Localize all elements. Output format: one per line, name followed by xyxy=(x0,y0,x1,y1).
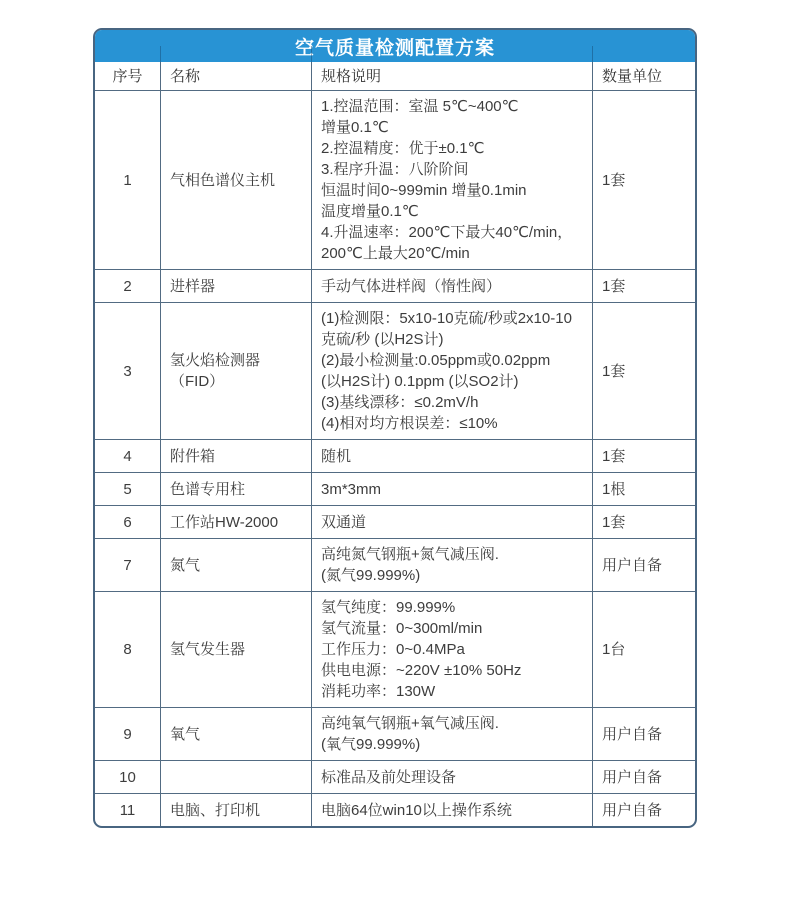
table-title: 空气质量检测配置方案 xyxy=(294,37,495,59)
row-number: 2 xyxy=(123,277,132,295)
row-spec: 高纯氧气钢瓶+氧气减压阀. (氧气99.999%) xyxy=(321,715,499,753)
row-name-cell xyxy=(160,794,311,826)
row-qty-cell xyxy=(592,91,695,269)
row-number: 3 xyxy=(123,362,132,380)
row-number-cell xyxy=(95,708,160,760)
table-row xyxy=(95,90,695,269)
row-number: 1 xyxy=(123,171,132,189)
row-name-cell xyxy=(160,506,311,538)
row-spec-cell xyxy=(311,270,592,302)
row-name-cell xyxy=(160,303,311,439)
row-name: 氢气发生器 xyxy=(170,641,246,658)
row-spec-cell xyxy=(311,761,592,793)
column-header-label: 序号 xyxy=(112,67,143,85)
table-body xyxy=(95,90,695,826)
row-name-cell xyxy=(160,539,311,591)
row-spec-cell xyxy=(311,592,592,707)
row-number-cell xyxy=(95,440,160,472)
table-row xyxy=(95,591,695,707)
row-name: 氧气 xyxy=(170,725,201,743)
row-number-cell xyxy=(95,270,160,302)
row-spec: 3m*3mm xyxy=(321,480,382,498)
row-number-cell xyxy=(95,539,160,591)
row-name-cell xyxy=(160,761,311,793)
row-spec-cell xyxy=(311,708,592,760)
row-number-cell xyxy=(95,303,160,439)
row-qty-cell xyxy=(592,473,695,505)
row-name: 气相色谱仪主机 xyxy=(170,171,276,189)
row-name: 氢火焰检测器（FID） xyxy=(170,352,261,390)
row-qty: 用户自备 xyxy=(602,725,663,743)
row-qty-cell xyxy=(592,303,695,439)
row-number: 7 xyxy=(123,556,132,574)
row-qty-cell xyxy=(592,592,695,707)
row-qty: 1套 xyxy=(602,447,626,465)
row-number: 5 xyxy=(123,480,132,498)
row-qty-cell xyxy=(592,506,695,538)
column-header-name xyxy=(160,62,311,90)
row-number-cell xyxy=(95,592,160,707)
row-qty-cell xyxy=(592,270,695,302)
table-row xyxy=(95,793,695,826)
column-header-label: 数量单位 xyxy=(602,67,663,85)
row-number-cell xyxy=(95,761,160,793)
title-column-divider xyxy=(160,46,161,62)
table-header-row xyxy=(95,62,695,90)
row-spec: 手动气体进样阀（惰性阀） xyxy=(321,277,502,295)
row-spec-cell xyxy=(311,506,592,538)
row-qty-cell xyxy=(592,539,695,591)
row-spec: 1.控温范围：室温 5℃~400℃ 增量0.1℃ 2.控温精度：优于±0.1℃ 3.程序升温：八阶阶间 恒温时间0~999min 增量0.1min 温度增量0.1℃ 4.升温速率：200℃下最大40℃/min， 200℃上最大20℃/min xyxy=(321,98,573,262)
column-header-spec xyxy=(311,62,592,90)
table-row xyxy=(95,505,695,538)
row-spec: 电脑64位win10以上操作系统 xyxy=(321,801,512,819)
column-header-label: 规格说明 xyxy=(321,67,382,85)
row-spec-cell xyxy=(311,794,592,826)
row-name-cell xyxy=(160,270,311,302)
row-qty: 用户自备 xyxy=(602,556,663,574)
title-column-divider xyxy=(311,46,312,62)
row-spec-cell xyxy=(311,473,592,505)
row-number-cell xyxy=(95,91,160,269)
row-qty: 1套 xyxy=(602,277,626,295)
row-name-cell xyxy=(160,708,311,760)
table-row xyxy=(95,707,695,760)
row-spec-cell xyxy=(311,539,592,591)
row-name-cell xyxy=(160,91,311,269)
row-qty-cell xyxy=(592,440,695,472)
table-row xyxy=(95,472,695,505)
row-qty-cell xyxy=(592,708,695,760)
row-name: 色谱专用柱 xyxy=(170,480,246,498)
row-spec: 双通道 xyxy=(321,513,367,531)
row-number: 11 xyxy=(119,801,136,819)
row-spec: 标准品及前处理设备 xyxy=(321,768,457,786)
row-qty: 用户自备 xyxy=(602,768,663,786)
row-name: 附件箱 xyxy=(170,447,216,465)
row-qty: 1套 xyxy=(602,171,626,189)
row-qty: 1台 xyxy=(602,641,626,658)
row-qty: 1根 xyxy=(602,480,626,498)
row-qty-cell xyxy=(592,794,695,826)
column-header-qty xyxy=(592,62,695,90)
row-name-cell xyxy=(160,473,311,505)
row-number: 6 xyxy=(123,513,132,531)
row-number: 8 xyxy=(123,641,132,658)
row-spec: 随机 xyxy=(321,447,352,465)
row-name: 工作站HW-2000 xyxy=(170,513,279,531)
row-number: 4 xyxy=(123,447,132,465)
row-number-cell xyxy=(95,794,160,826)
table-row xyxy=(95,760,695,793)
row-qty: 1套 xyxy=(602,513,626,531)
table-row xyxy=(95,538,695,591)
row-spec: (1)检测限：5x10-10克硫/秒或2x10-10 克硫/秒 (以H2S计) (2)最小检测量:0.05ppm或0.02ppm (以H2S计) 0.1ppm (以SO2计) (3)基线漂移：≤0.2mV/h (4)相对均方根误差：≤10% xyxy=(321,310,572,432)
row-spec: 高纯氮气钢瓶+氮气减压阀. (氮气99.999%) xyxy=(321,546,499,584)
row-number-cell xyxy=(95,473,160,505)
row-name: 进样器 xyxy=(170,277,216,295)
row-number: 9 xyxy=(123,725,132,743)
column-header-no xyxy=(95,62,160,90)
row-spec: 氢气纯度：99.999% 氢气流量：0~300ml/min 工作压力：0~0.4MPa 供电电源：~220V ±10% 50Hz 消耗功率：130W xyxy=(321,599,522,700)
table-row xyxy=(95,302,695,439)
table-row xyxy=(95,439,695,472)
title-column-divider xyxy=(592,46,593,62)
row-name: 氮气 xyxy=(170,556,201,574)
row-spec-cell xyxy=(311,440,592,472)
row-qty: 1套 xyxy=(602,362,626,380)
row-qty-cell xyxy=(592,761,695,793)
column-header-label: 名称 xyxy=(170,67,201,85)
row-qty: 用户自备 xyxy=(602,801,663,819)
row-name-cell xyxy=(160,440,311,472)
row-number-cell xyxy=(95,506,160,538)
row-name-cell xyxy=(160,592,311,707)
table-row xyxy=(95,269,695,302)
table-title-bar xyxy=(95,30,695,62)
row-name: 电脑、打印机 xyxy=(170,801,261,819)
row-spec-cell xyxy=(311,91,592,269)
row-number: 10 xyxy=(119,768,136,786)
config-table xyxy=(93,28,697,828)
row-spec-cell xyxy=(311,303,592,439)
